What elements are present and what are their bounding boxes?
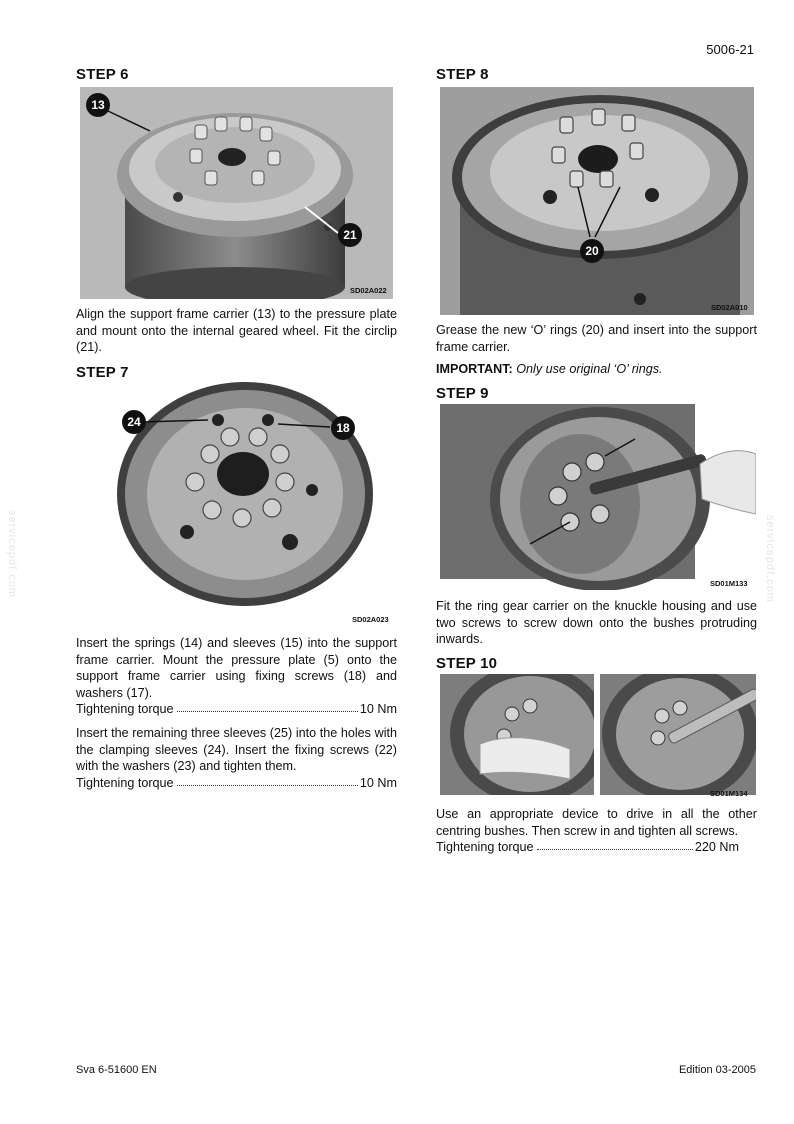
step-10-torque <box>436 840 739 854</box>
step-6-text: Align the support frame carrier (13) to the pressure plate and mount onto the internal geared wheel. Fit the circlip (21). <box>76 307 397 355</box>
photo-code: SD02A010 <box>711 303 748 312</box>
step-10-heading: STEP 10 <box>436 655 498 672</box>
callout-13: 13 <box>86 93 110 117</box>
torque-value: 10 Nm <box>359 702 397 716</box>
torque-value: 10 Nm <box>359 776 397 790</box>
torque-label: Tightening torque <box>76 776 174 790</box>
step-6-heading: STEP 6 <box>76 66 129 83</box>
step-9-heading: STEP 9 <box>436 385 489 402</box>
leader-dots <box>177 785 358 786</box>
page-number: 5006-21 <box>706 42 754 57</box>
step-6-photo <box>80 87 393 299</box>
step-10-photo-right <box>600 674 756 795</box>
step-7-photo <box>80 382 396 626</box>
step-7-torque-2 <box>76 776 397 790</box>
step-8-photo <box>440 87 754 315</box>
torque-label: Tightening torque <box>76 702 174 716</box>
photo-code: SD01M134 <box>710 789 748 798</box>
footer-doc-id: Sva 6-51600 EN <box>76 1064 157 1076</box>
important-text: Only use original ‘O’ rings. <box>516 362 663 376</box>
leader-dots <box>537 849 693 850</box>
callout-18: 18 <box>331 416 355 440</box>
photo-code: SD01M133 <box>710 579 748 588</box>
callout-21: 21 <box>338 223 362 247</box>
callout-20: 20 <box>580 239 604 263</box>
callout-24: 24 <box>122 410 146 434</box>
watermark-right: servicepdf.com <box>764 515 776 603</box>
torque-label: Tightening torque <box>436 840 534 854</box>
step-10-photo <box>440 674 756 799</box>
important-label: IMPORTANT: <box>436 362 513 376</box>
photo-code: SD02A022 <box>350 286 387 295</box>
step-9-text: Fit the ring gear carrier on the knuckle housing and use two screws to screw down onto the bushes protruding inwards. <box>436 599 757 647</box>
step-8-heading: STEP 8 <box>436 66 489 83</box>
important-note <box>436 361 757 378</box>
step-9-photo <box>440 404 756 590</box>
step-7-text-2: Insert the remaining three sleeves (25) into the holes with the clamping sleeves (24). Insert the fixing screws (22) with the washers (23) and tighten them. <box>76 726 397 774</box>
step-10-photo-left <box>440 674 594 795</box>
step-7-torque-1 <box>76 702 397 716</box>
step-7-heading: STEP 7 <box>76 364 129 381</box>
torque-value: 220 Nm <box>694 840 739 854</box>
watermark-left: servicepdf.com <box>6 510 18 598</box>
step-8-text: Grease the new ‘O’ rings (20) and insert into the support frame carrier. <box>436 323 757 354</box>
step-10-text: Use an appropriate device to drive in all the other centring bushes. Then screw in and tighten all screws. <box>436 807 757 838</box>
footer-edition: Edition 03-2005 <box>678 1064 756 1076</box>
step-7-text-1: Insert the springs (14) and sleeves (15) into the support frame carrier. Mount the pressure plate (5) onto the support frame carrier using fixing screws (18) and washers (17). <box>76 636 397 700</box>
photo-code: SD02A023 <box>352 615 389 624</box>
leader-dots <box>177 711 358 712</box>
